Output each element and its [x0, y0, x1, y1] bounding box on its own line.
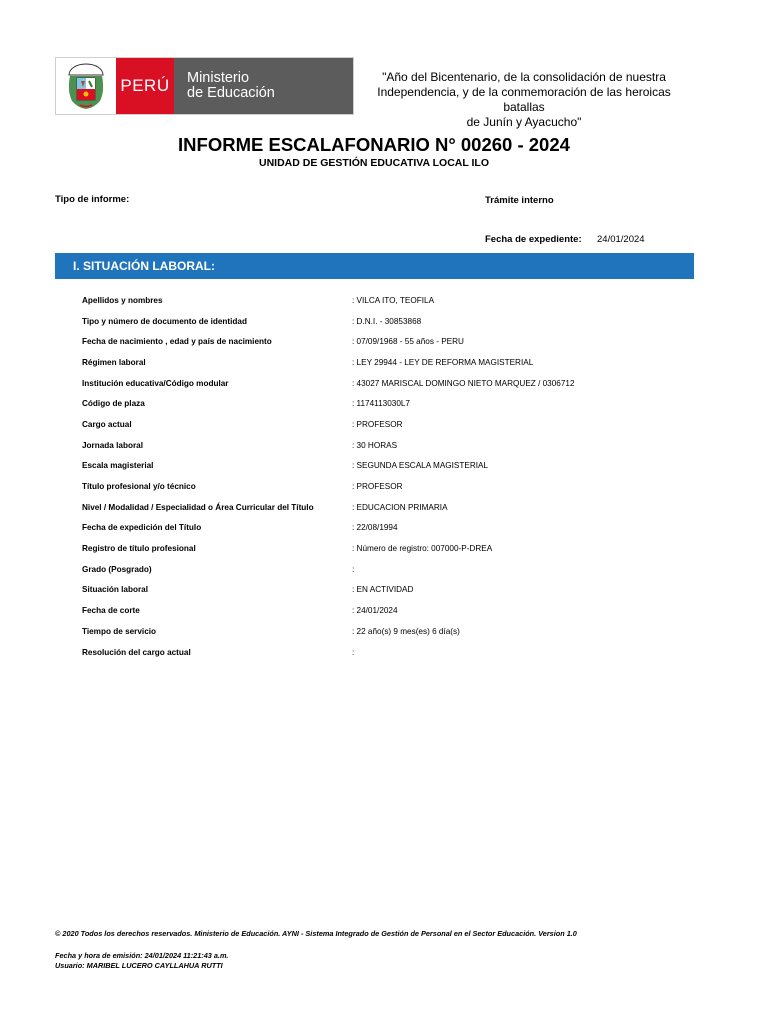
- info-row-label: Cargo actual: [82, 419, 132, 429]
- info-row-label: Régimen laboral: [82, 357, 146, 367]
- info-row-value: : Número de registro: 007000-P-DREA: [352, 544, 493, 554]
- tramite-label: Trámite interno: [485, 195, 554, 206]
- info-row-value: : D.N.I. - 30853868: [352, 316, 422, 326]
- section-header-situacion-laboral: I. SITUACIÓN LABORAL:: [55, 253, 694, 279]
- situacion-laboral-list: [82, 290, 694, 662]
- year-motto: [356, 70, 692, 130]
- info-row: [82, 290, 694, 311]
- fecha-expediente-value: 24/01/2024: [597, 234, 645, 245]
- info-row-value: : 1174113030L7: [352, 399, 410, 409]
- info-row-value: :: [352, 647, 355, 657]
- info-row-label: Fecha de corte: [82, 606, 140, 616]
- info-row-label: Escala magisterial: [82, 461, 154, 471]
- info-row: [82, 331, 694, 352]
- info-row: [82, 580, 694, 601]
- info-row: [82, 373, 694, 394]
- peru-label: PERÚ: [116, 58, 174, 114]
- motto-line-1: "Año del Bicentenario, de la consolidación de nuestra: [382, 70, 666, 84]
- emission-datetime: Fecha y hora de emisión: 24/01/2024 11:21:43 a.m.: [55, 951, 229, 960]
- info-row: [82, 538, 694, 559]
- info-row-label: Institución educativa/Código modular: [82, 378, 229, 388]
- info-row-value: : VILCA ITO, TEOFILA: [352, 295, 435, 305]
- info-row: [82, 497, 694, 518]
- footer-copyright: © 2020 Todos los derechos reservados. Ministerio de Educación. AYNI - Sistema Integrado de Gestión de Personal en el Sector Educación. Version 1.0: [55, 929, 577, 938]
- info-row: [82, 456, 694, 477]
- info-row-label: Tiempo de servicio: [82, 626, 157, 636]
- info-row-value: : 22/08/1994: [352, 523, 398, 533]
- report-title: INFORME ESCALAFONARIO N° 00260 - 2024: [178, 134, 570, 155]
- info-row-label: Título profesional y/o técnico: [82, 482, 196, 492]
- info-row-value: : EN ACTIVIDAD: [352, 585, 414, 595]
- footer-emission: [55, 951, 228, 970]
- info-row: [82, 476, 694, 497]
- fecha-expediente-label: Fecha de expediente:: [485, 234, 582, 245]
- info-row-value: : 24/01/2024: [352, 606, 398, 616]
- info-row-value: : 22 año(s) 9 mes(es) 6 día(s): [352, 626, 460, 636]
- info-row-value: : 30 HORAS: [352, 440, 398, 450]
- info-row: [82, 518, 694, 539]
- motto-line-3: de Junín y Ayacucho": [466, 115, 582, 129]
- info-row: [82, 352, 694, 373]
- info-row-label: Apellidos y nombres: [82, 295, 163, 305]
- info-row-label: Fecha de nacimiento , edad y país de nacimiento: [82, 337, 272, 347]
- info-row-label: Grado (Posgrado): [82, 564, 152, 574]
- info-row-value: : 07/09/1968 - 55 años - PERU: [352, 337, 464, 347]
- ministry-name: [174, 58, 353, 114]
- info-row-label: Código de plaza: [82, 399, 145, 409]
- report-subtitle: UNIDAD DE GESTIÓN EDUCATIVA LOCAL ILO: [258, 157, 490, 169]
- info-row: [82, 311, 694, 332]
- info-row-label: Fecha de expedición del Título: [82, 523, 202, 533]
- ministry-line-1: Ministerio: [187, 70, 250, 86]
- info-row: [82, 621, 694, 642]
- info-row-label: Registro de título profesional: [82, 544, 196, 554]
- info-row: [82, 642, 694, 663]
- tipo-informe-label: Tipo de informe:: [55, 194, 130, 205]
- info-row-label: Nivel / Modalidad / Especialidad o Área Curricular del Título: [82, 502, 314, 512]
- info-row-value: : LEY 29944 - LEY DE REFORMA MAGISTERIAL: [352, 357, 534, 367]
- info-row-label: Situación laboral: [82, 585, 148, 595]
- info-row: [82, 435, 694, 456]
- info-row: [82, 600, 694, 621]
- info-row-value: :: [352, 564, 355, 574]
- info-row-value: : PROFESOR: [352, 482, 403, 492]
- ministry-line-2: de Educación: [187, 85, 275, 101]
- info-row: [82, 393, 694, 414]
- info-row-value: : SEGUNDA ESCALA MAGISTERIAL: [352, 461, 489, 471]
- info-row-value: : 43027 MARISCAL DOMINGO NIETO MARQUEZ / 0306712: [352, 378, 575, 388]
- info-row-label: Tipo y número de documento de identidad: [82, 316, 247, 326]
- motto-line-2: Independencia, y de la conmemoración de las heroicas batallas: [377, 85, 671, 114]
- info-row: [82, 559, 694, 580]
- info-row-label: Jornada laboral: [82, 440, 143, 450]
- minedu-logo: [55, 57, 354, 115]
- peru-coat-of-arms-icon: [56, 58, 116, 114]
- info-row: [82, 414, 694, 435]
- info-row-label: Resolución del cargo actual: [82, 647, 191, 657]
- info-row-value: : PROFESOR: [352, 419, 403, 429]
- info-row-value: : EDUCACION PRIMARIA: [352, 502, 448, 512]
- emission-user: Usuario: MARIBEL LUCERO CAYLLAHUA RUTTI: [55, 960, 223, 970]
